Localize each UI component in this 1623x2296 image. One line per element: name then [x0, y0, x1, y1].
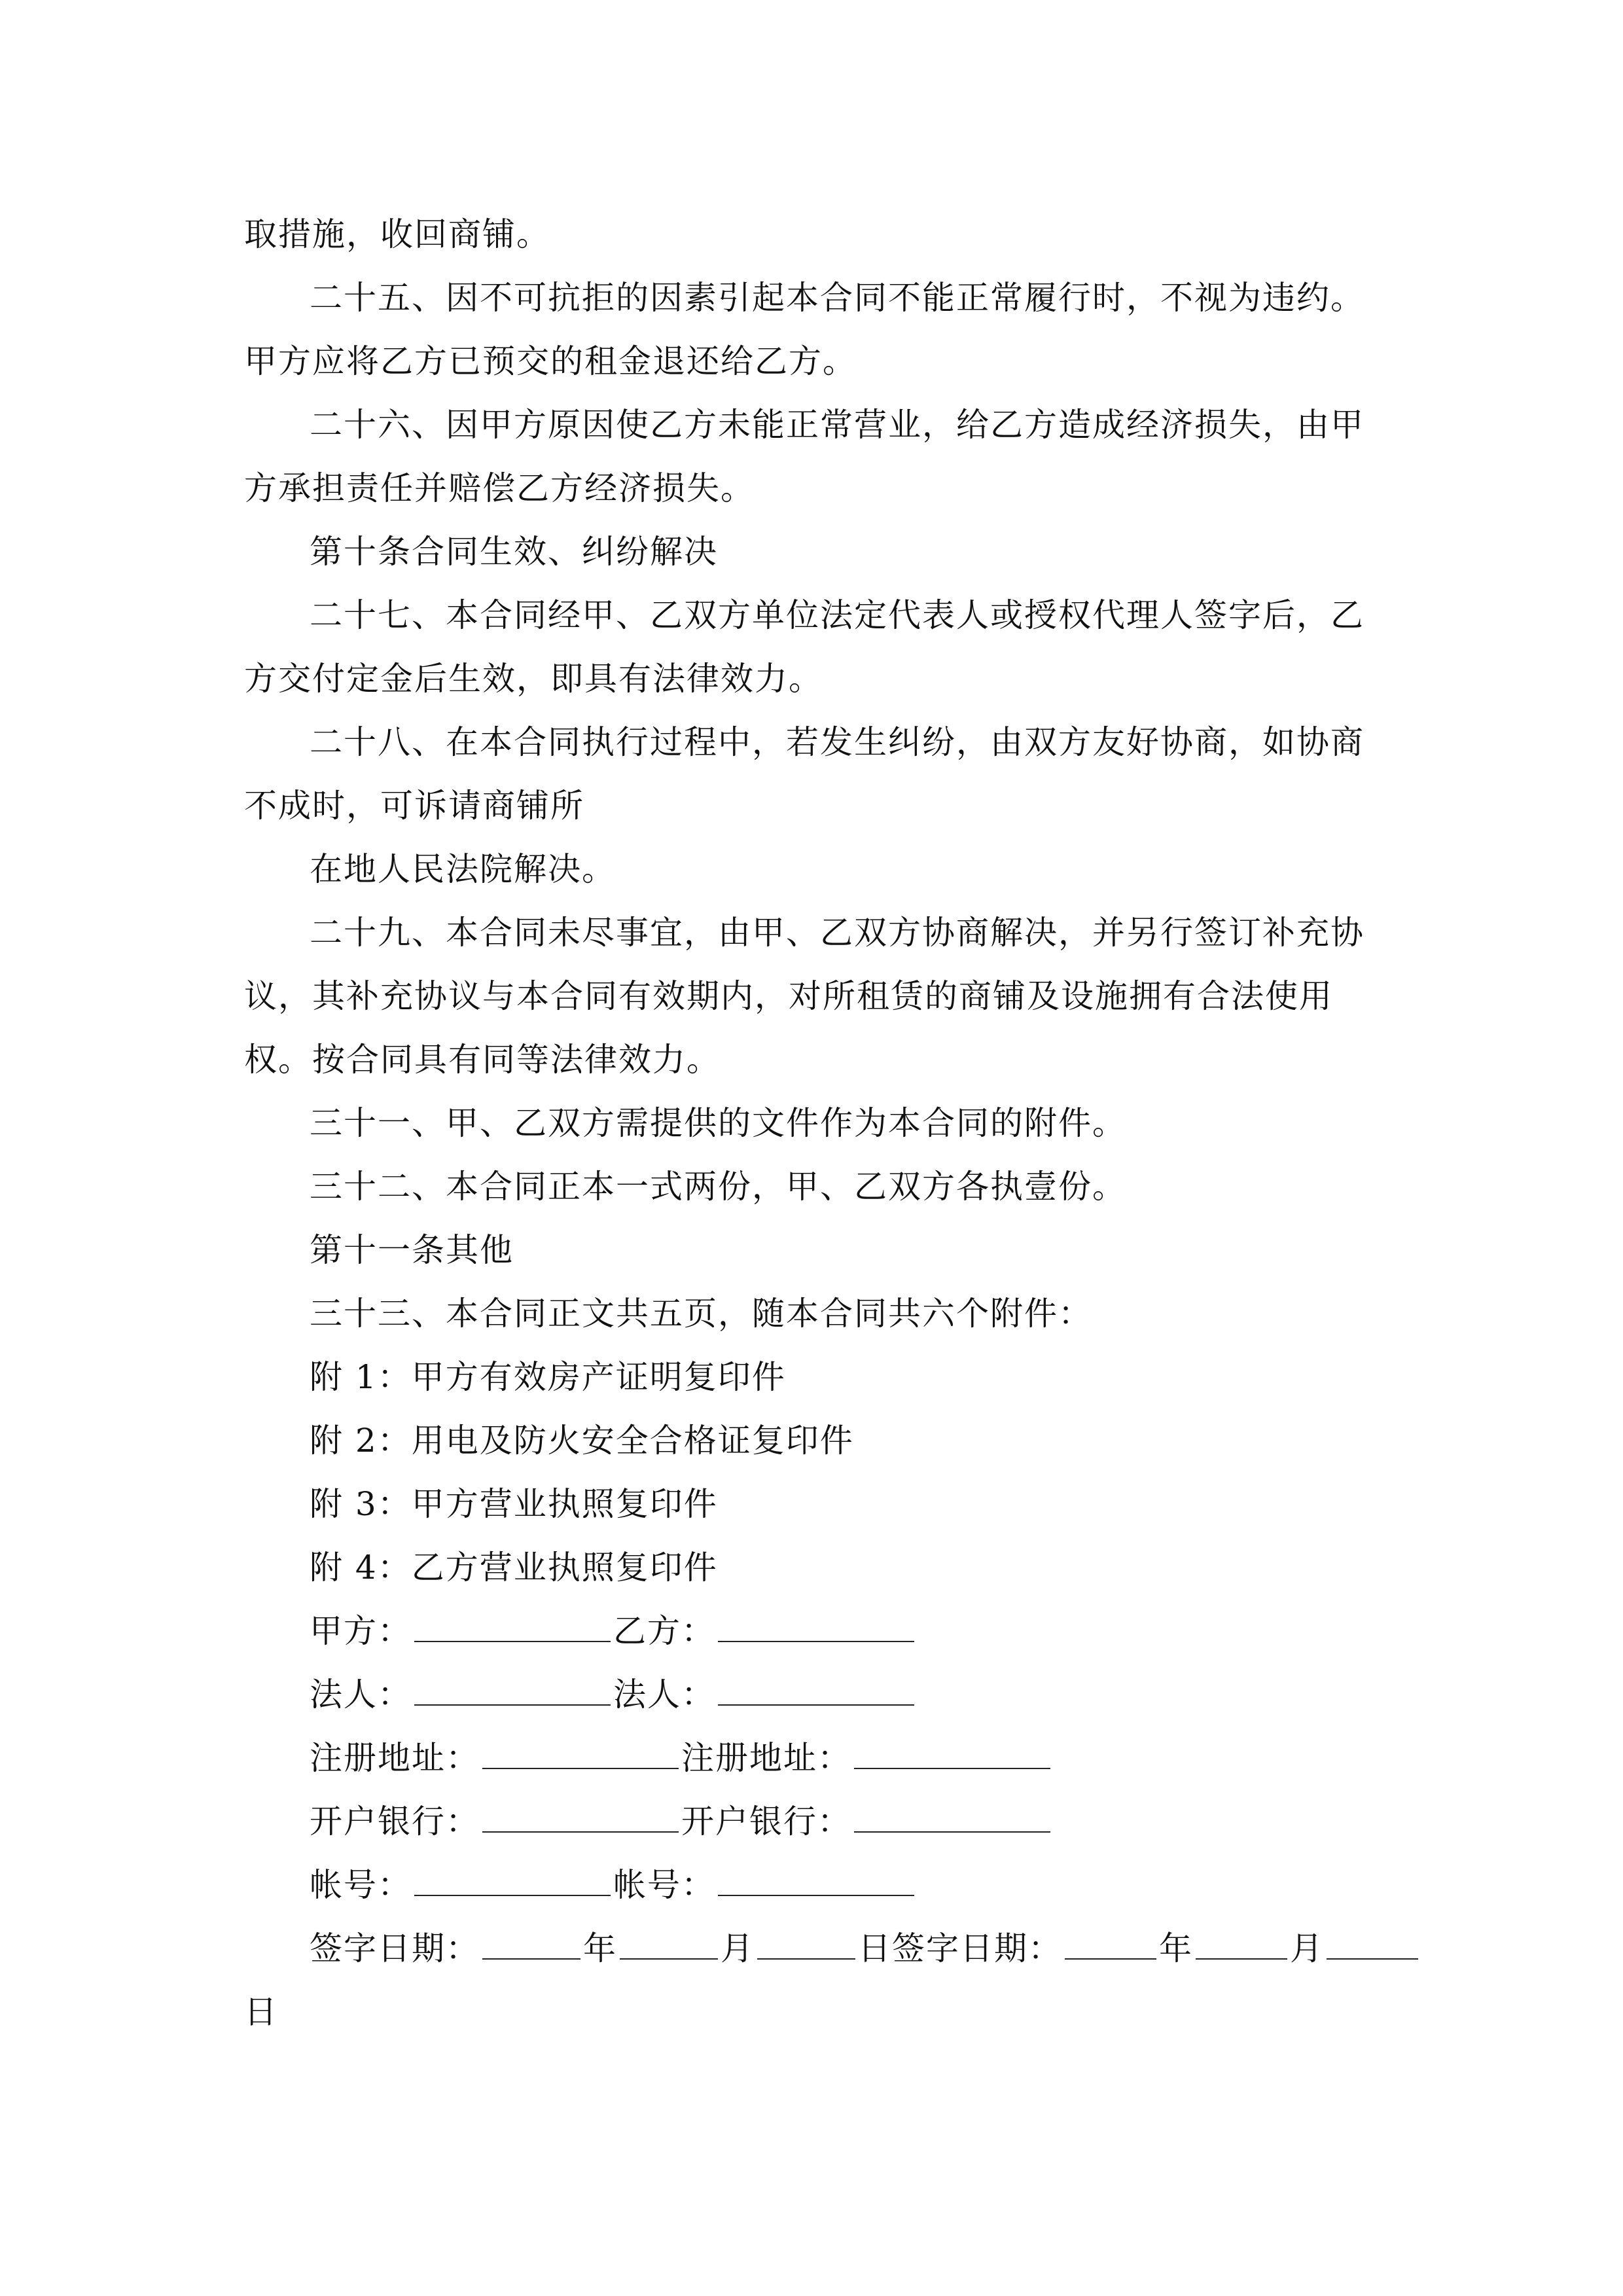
date-b-day-blank[interactable] — [1327, 1926, 1418, 1960]
account-b-label: 帐号： — [613, 1866, 715, 1904]
month-b-label: 月 — [1290, 1929, 1324, 1967]
address-a-label: 注册地址： — [310, 1739, 480, 1777]
date-b-month-blank[interactable] — [1196, 1926, 1287, 1960]
day-a-label: 日签字日期： — [858, 1929, 1062, 1967]
legal-person-a-blank[interactable] — [414, 1672, 611, 1706]
legal-person-a-label: 法人： — [310, 1676, 412, 1713]
signature-bank-line — [244, 1790, 1396, 1854]
date-b-year-blank[interactable] — [1065, 1926, 1156, 1960]
party-b-blank[interactable] — [718, 1608, 914, 1642]
attachment-3: 附 3：甲方营业执照复印件 — [310, 1485, 718, 1523]
date-a-month-blank[interactable] — [620, 1926, 718, 1960]
party-b-label: 乙方： — [613, 1612, 715, 1650]
bank-a-label: 开户银行： — [310, 1803, 480, 1840]
address-b-label: 注册地址： — [681, 1739, 851, 1777]
paragraph-2: 二十五、因不可抗拒的因素引起本合同不能正常履行时，不视为违约。甲方应将乙方已预交的租金退还给乙方。 — [244, 279, 1364, 380]
attachment-1: 附 1：甲方有效房产证明复印件 — [310, 1358, 786, 1396]
address-b-blank[interactable] — [854, 1735, 1050, 1769]
paragraph-9: 三十二、本合同正本一式两份，甲、乙双方各执壹份。 — [310, 1168, 1126, 1206]
attachment-4: 附 4：乙方营业执照复印件 — [310, 1549, 718, 1587]
bank-b-blank[interactable] — [854, 1799, 1050, 1833]
day-b-label: 日 — [244, 1993, 278, 2031]
date-a-label: 签字日期： — [310, 1929, 480, 1967]
signature-legal-person-line — [244, 1663, 1396, 1727]
account-a-blank[interactable] — [414, 1862, 611, 1896]
party-a-label: 甲方： — [310, 1612, 412, 1650]
paragraph-8: 三十一、甲、乙双方需提供的文件作为本合同的附件。 — [310, 1104, 1126, 1142]
account-a-label: 帐号： — [310, 1866, 412, 1904]
attachment-2: 附 2：用电及防火安全合格证复印件 — [310, 1422, 854, 1460]
section-heading-10: 第十条合同生效、纠纷解决 — [310, 533, 718, 571]
paragraph-7: 二十九、本合同未尽事宜，由甲、乙双方协商解决，并另行签订补充协议，其补充协议与本合同有效期内，对所租赁的商铺及设施拥有合法使用权。按合同具有同等法律效力。 — [244, 914, 1364, 1079]
year-b-label: 年 — [1159, 1929, 1193, 1967]
signature-date-line — [244, 1917, 1396, 1981]
paragraph-6: 在地人民法院解决。 — [310, 850, 616, 888]
party-a-blank[interactable] — [414, 1608, 611, 1642]
document-body — [244, 203, 1396, 2044]
address-a-blank[interactable] — [482, 1735, 679, 1769]
signature-account-line — [244, 1854, 1396, 1917]
signature-party-line — [244, 1600, 1396, 1663]
year-a-label: 年 — [583, 1929, 617, 1967]
date-a-day-blank[interactable] — [757, 1926, 855, 1960]
legal-person-b-label: 法人： — [613, 1676, 715, 1713]
bank-a-blank[interactable] — [482, 1799, 679, 1833]
paragraph-3: 二十六、因甲方原因使乙方未能正常营业，给乙方造成经济损失，由甲方承担责任并赔偿乙方经济损失。 — [244, 406, 1364, 507]
section-heading-11: 第十一条其他 — [310, 1231, 514, 1269]
legal-person-b-blank[interactable] — [718, 1672, 914, 1706]
signature-address-line — [244, 1727, 1396, 1790]
paragraph-5: 二十八、在本合同执行过程中，若发生纠纷，由双方友好协商，如协商不成时，可诉请商铺所 — [244, 723, 1364, 825]
date-a-year-blank[interactable] — [482, 1926, 580, 1960]
paragraph-10: 三十三、本合同正文共五页，随本合同共六个附件： — [310, 1295, 1092, 1333]
paragraph-4: 二十七、本合同经甲、乙双方单位法定代表人或授权代理人签字后，乙方交付定金后生效，即具有法律效力。 — [244, 596, 1364, 698]
bank-b-label: 开户银行： — [681, 1803, 851, 1840]
paragraph-1: 取措施，收回商铺。 — [244, 215, 550, 253]
account-b-blank[interactable] — [718, 1862, 914, 1896]
month-a-label: 月 — [721, 1929, 755, 1967]
